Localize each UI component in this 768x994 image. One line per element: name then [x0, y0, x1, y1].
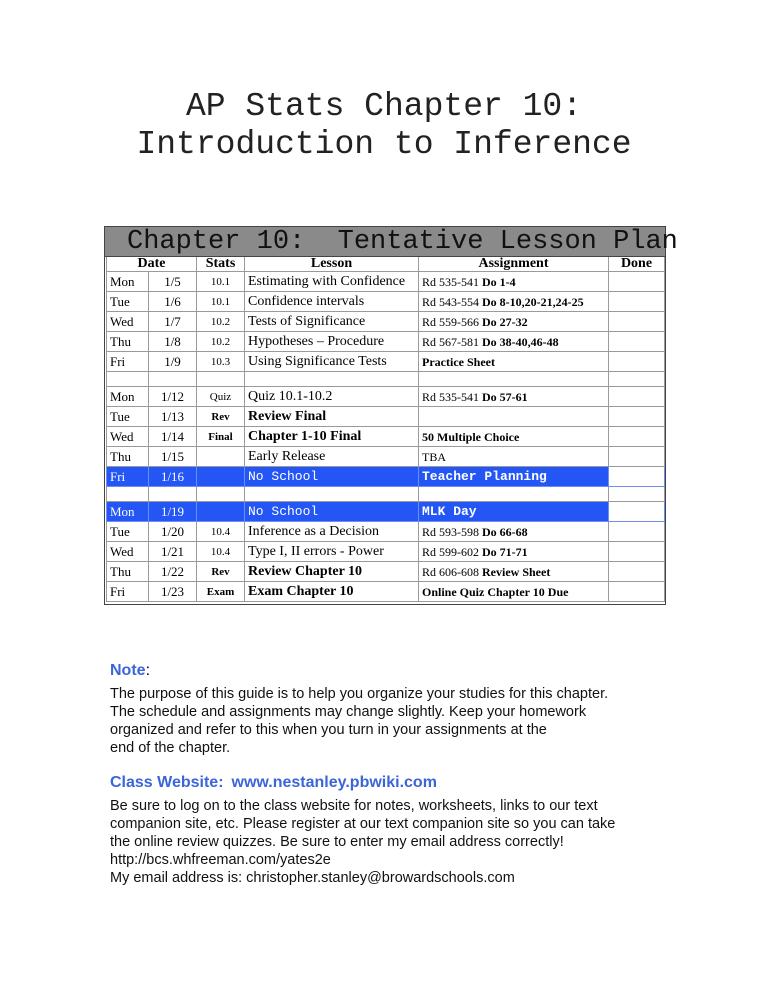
done-cell: [609, 407, 665, 427]
date-cell: 1/5: [149, 272, 197, 292]
done-cell: [609, 312, 665, 332]
assignment-cell: [419, 407, 609, 427]
note-line: end of the chapter.: [110, 740, 231, 756]
assignment-task: Do 57-61: [482, 389, 528, 404]
empty-cell: [609, 487, 665, 502]
section-cell: 10.2: [197, 312, 245, 332]
date-cell: 1/15: [149, 447, 197, 467]
section-cell: Quiz: [197, 387, 245, 407]
assignment-task: Do 8-10,20-21,24-25: [482, 294, 584, 309]
empty-cell: [107, 372, 149, 387]
empty-cell: [245, 372, 419, 387]
date-cell: 1/19: [149, 502, 197, 522]
done-cell: [609, 447, 665, 467]
done-cell: [609, 272, 665, 292]
table-row: [107, 447, 665, 467]
table-row: [107, 387, 665, 407]
lesson-cell: No School: [245, 502, 419, 522]
done-cell: [609, 502, 665, 522]
assignment-cell: [419, 427, 609, 447]
section-cell: 10.4: [197, 522, 245, 542]
done-cell: [609, 522, 665, 542]
assignment-task: Do 1-4: [482, 274, 516, 289]
section-cell: [197, 502, 245, 522]
day-cell: Wed: [107, 312, 149, 332]
day-cell: Thu: [107, 562, 149, 582]
day-cell: Mon: [107, 387, 149, 407]
assignment-reading: Rd 567-581: [422, 334, 479, 349]
date-cell: 1/7: [149, 312, 197, 332]
lesson-cell: Quiz 10.1-10.2: [245, 387, 419, 407]
spacer-row: [107, 372, 665, 387]
assignment-task: Do 38-40,46-48: [482, 334, 559, 349]
note-heading: [110, 662, 150, 680]
day-cell: Thu: [107, 447, 149, 467]
spacer-row: [107, 487, 665, 502]
website-line: the online review quizzes. Be sure to enter my email address correctly!: [110, 834, 564, 850]
assignment-reading: Rd 535-541: [422, 389, 479, 404]
table-row: [107, 562, 665, 582]
col-stats: Stats: [197, 257, 245, 272]
website-line: companion site, etc. Please register at our text companion site so you can take: [110, 816, 616, 832]
table-row: [107, 292, 665, 312]
class-website-link[interactable]: www.nestanley.pbwiki.com: [231, 774, 437, 791]
assignment-reading: TBA: [422, 449, 446, 464]
website-line: Be sure to log on to the class website for notes, worksheets, links to our text: [110, 798, 598, 814]
assignment-task: Practice Sheet: [422, 354, 495, 369]
lesson-cell: Review Final: [245, 407, 419, 427]
note-line: The purpose of this guide is to help you organize your studies for this chapter.: [110, 686, 609, 702]
table-row: [107, 407, 665, 427]
companion-site-link[interactable]: http://bcs.whfreeman.com/yates2e: [110, 852, 331, 868]
section-cell: Rev: [197, 562, 245, 582]
section-cell: Rev: [197, 407, 245, 427]
assignment-cell: [419, 582, 609, 602]
date-cell: 1/9: [149, 352, 197, 372]
class-website-heading: [110, 774, 437, 792]
empty-cell: [245, 487, 419, 502]
day-cell: Tue: [107, 407, 149, 427]
assignment-cell: [419, 272, 609, 292]
table-row: [107, 542, 665, 562]
website-paragraph: [110, 797, 670, 887]
day-cell: Tue: [107, 522, 149, 542]
date-cell: 1/21: [149, 542, 197, 562]
done-cell: [609, 467, 665, 487]
lesson-cell: Estimating with Confidence: [245, 272, 419, 292]
assignment-reading: Rd 599-602: [422, 544, 479, 559]
col-assignment: Assignment: [419, 257, 609, 272]
empty-cell: [419, 487, 609, 502]
empty-cell: [197, 372, 245, 387]
section-cell: [197, 447, 245, 467]
date-cell: 1/16: [149, 467, 197, 487]
date-cell: 1/6: [149, 292, 197, 312]
col-lesson: Lesson: [245, 257, 419, 272]
page-title-line-2: Introduction to Inference: [136, 126, 632, 163]
assignment-reading: Rd 559-566: [422, 314, 479, 329]
lesson-cell: Tests of Significance: [245, 312, 419, 332]
done-cell: [609, 582, 665, 602]
section-cell: 10.1: [197, 272, 245, 292]
table-row: [107, 582, 665, 602]
done-cell: [609, 292, 665, 312]
assignment-reading: Rd 593-598: [422, 524, 479, 539]
assignment-task: Review Sheet: [482, 564, 551, 579]
note-heading-label: Note: [110, 662, 146, 679]
date-cell: 1/23: [149, 582, 197, 602]
section-cell: [197, 467, 245, 487]
date-cell: 1/8: [149, 332, 197, 352]
lesson-plan-grid: [106, 257, 665, 602]
assignment-reading: Rd 535-541: [422, 274, 479, 289]
done-cell: [609, 352, 665, 372]
lesson-cell: Early Release: [245, 447, 419, 467]
assignment-task: 50 Multiple Choice: [422, 429, 520, 444]
lesson-plan-header: Chapter 10: Tentative Lesson Plan: [105, 227, 665, 257]
empty-cell: [609, 372, 665, 387]
table-row: [107, 332, 665, 352]
class-website-label: Class Website:: [110, 774, 224, 791]
table-row: [107, 522, 665, 542]
done-cell: [609, 427, 665, 447]
note-line: organized and refer to this when you turn in your assignments at the: [110, 722, 547, 738]
col-date: Date: [107, 257, 197, 272]
day-cell: Mon: [107, 502, 149, 522]
lesson-cell: Using Significance Tests: [245, 352, 419, 372]
date-cell: 1/20: [149, 522, 197, 542]
assignment-cell: [419, 467, 609, 487]
note-paragraph: [110, 685, 670, 757]
empty-cell: [197, 487, 245, 502]
assignment-cell: [419, 332, 609, 352]
assignment-cell: [419, 502, 609, 522]
lesson-cell: Exam Chapter 10: [245, 582, 419, 602]
assignment-task: Do 71-71: [482, 544, 528, 559]
day-cell: Wed: [107, 427, 149, 447]
assignment-task: MLK Day: [422, 503, 477, 519]
assignment-cell: [419, 352, 609, 372]
section-cell: 10.4: [197, 542, 245, 562]
col-done: Done: [609, 257, 665, 272]
assignment-cell: [419, 447, 609, 467]
table-row: [107, 467, 665, 487]
day-cell: Wed: [107, 542, 149, 562]
assignment-reading: Rd 543-554: [422, 294, 479, 309]
assignment-cell: [419, 292, 609, 312]
lesson-cell: Review Chapter 10: [245, 562, 419, 582]
empty-cell: [149, 372, 197, 387]
section-cell: Final: [197, 427, 245, 447]
date-cell: 1/14: [149, 427, 197, 447]
day-cell: Fri: [107, 467, 149, 487]
lesson-cell: Type I, II errors - Power: [245, 542, 419, 562]
assignment-task: Teacher Planning: [422, 468, 547, 484]
assignment-cell: [419, 312, 609, 332]
section-cell: Exam: [197, 582, 245, 602]
assignment-cell: [419, 542, 609, 562]
email-line: My email address is: christopher.stanley@browardschools.com: [110, 870, 515, 886]
empty-cell: [107, 487, 149, 502]
assignment-task: Online Quiz Chapter 10 Due: [422, 584, 569, 599]
assignment-cell: [419, 562, 609, 582]
done-cell: [609, 562, 665, 582]
assignment-task: Do 27-32: [482, 314, 528, 329]
day-cell: Thu: [107, 332, 149, 352]
table-row: [107, 352, 665, 372]
assignment-cell: [419, 522, 609, 542]
assignment-reading: Rd 606-608: [422, 564, 479, 579]
table-row: [107, 427, 665, 447]
note-heading-colon: :: [145, 662, 151, 679]
lesson-cell: Chapter 1-10 Final: [245, 427, 419, 447]
table-row: [107, 312, 665, 332]
note-line: The schedule and assignments may change slightly. Keep your homework: [110, 704, 587, 720]
section-cell: 10.3: [197, 352, 245, 372]
page-title-line-1: AP Stats Chapter 10:: [185, 88, 583, 125]
table-row: [107, 502, 665, 522]
lesson-cell: Hypotheses – Procedure: [245, 332, 419, 352]
date-cell: 1/22: [149, 562, 197, 582]
done-cell: [609, 387, 665, 407]
lesson-cell: No School: [245, 467, 419, 487]
lesson-cell: Inference as a Decision: [245, 522, 419, 542]
done-cell: [609, 542, 665, 562]
day-cell: Fri: [107, 352, 149, 372]
date-cell: 1/13: [149, 407, 197, 427]
lesson-cell: Confidence intervals: [245, 292, 419, 312]
assignment-task: Do 66-68: [482, 524, 528, 539]
column-header-row: [107, 257, 665, 272]
date-cell: 1/12: [149, 387, 197, 407]
done-cell: [609, 332, 665, 352]
assignment-cell: [419, 387, 609, 407]
empty-cell: [149, 487, 197, 502]
section-cell: 10.1: [197, 292, 245, 312]
empty-cell: [419, 372, 609, 387]
day-cell: Tue: [107, 292, 149, 312]
day-cell: Fri: [107, 582, 149, 602]
day-cell: Mon: [107, 272, 149, 292]
section-cell: 10.2: [197, 332, 245, 352]
table-row: [107, 272, 665, 292]
lesson-plan-table: [104, 226, 678, 605]
